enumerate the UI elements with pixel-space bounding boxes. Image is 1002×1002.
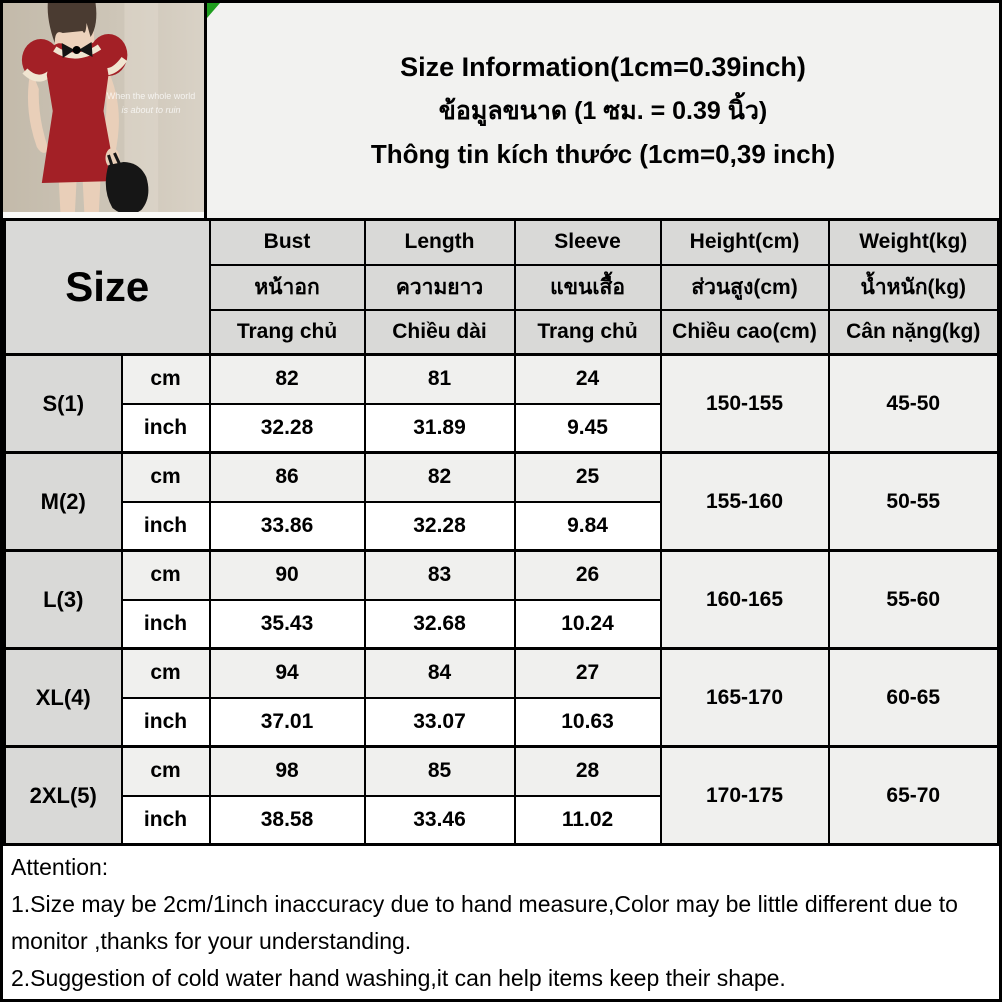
bust-cm-cell: 82 [210,355,365,404]
title-thai: ข้อมูลขนาด (1 ซม. = 0.39 นิ้ว) [438,96,768,125]
header-height-th: ส่วนสูง(cm) [661,265,829,310]
weight-range-cell: 60-65 [829,649,999,747]
bust-inch-cell: 32.28 [210,404,365,453]
sleeve-inch-cell: 9.45 [515,404,661,453]
green-corner-icon [207,3,220,18]
length-inch-cell: 31.89 [365,404,515,453]
weight-range-cell: 45-50 [829,355,999,453]
weight-range-cell: 65-70 [829,747,999,845]
size-label-s: S(1) [5,355,122,453]
size-label-m: M(2) [5,453,122,551]
table-header [5,220,999,355]
height-range-cell: 170-175 [661,747,829,845]
header-length-vi: Chiều dài [365,310,515,355]
title-english: Size Information(1cm=0.39inch) [400,51,806,82]
unit-cell-cm: cm [122,649,210,698]
product-photo [3,3,207,218]
unit-cell-cm: cm [122,747,210,796]
unit-cell-inch: inch [122,502,210,551]
sleeve-cm-cell: 26 [515,551,661,600]
title-vietnamese: Thông tin kích thước (1cm=0,39 inch) [370,138,836,169]
attention-title: Attention: [11,854,109,880]
unit-cell-cm: cm [122,551,210,600]
table-row [5,453,999,502]
bust-cm-cell: 90 [210,551,365,600]
weight-range-cell: 50-55 [829,453,999,551]
header-length-en: Length [365,220,515,265]
size-label-xl: XL(4) [5,649,122,747]
title-panel [207,3,999,218]
unit-cell-inch: inch [122,796,210,845]
attention-note-2: 2.Suggestion of cold water hand washing,it can help items keep their shape. [11,965,786,991]
size-header-cell: Size [5,220,210,355]
length-cm-cell: 81 [365,355,515,404]
length-inch-cell: 33.07 [365,698,515,747]
header-height-vi: Chiều cao(cm) [661,310,829,355]
bust-cm-cell: 94 [210,649,365,698]
length-inch-cell: 33.46 [365,796,515,845]
header-bust-vi: Trang chủ [210,310,365,355]
bust-inch-cell: 35.43 [210,600,365,649]
length-inch-cell: 32.28 [365,502,515,551]
sleeve-cm-cell: 27 [515,649,661,698]
header-sleeve-th: แขนเสื้อ [515,265,661,310]
length-cm-cell: 83 [365,551,515,600]
height-range-cell: 150-155 [661,355,829,453]
unit-cell-inch: inch [122,600,210,649]
bust-inch-cell: 37.01 [210,698,365,747]
header-sleeve-vi: Trang chủ [515,310,661,355]
table-row [5,551,999,600]
sleeve-inch-cell: 9.84 [515,502,661,551]
unit-cell-inch: inch [122,698,210,747]
sleeve-cm-cell: 24 [515,355,661,404]
sleeve-inch-cell: 10.24 [515,600,661,649]
bust-cm-cell: 86 [210,453,365,502]
height-range-cell: 165-170 [661,649,829,747]
sleeve-cm-cell: 28 [515,747,661,796]
header-bust-th: หน้าอก [210,265,365,310]
unit-cell-cm: cm [122,355,210,404]
length-inch-cell: 32.68 [365,600,515,649]
size-label-l: L(3) [5,551,122,649]
length-cm-cell: 84 [365,649,515,698]
header-height-en: Height(cm) [661,220,829,265]
photo-bottom-strip [3,212,204,218]
unit-cell-cm: cm [122,453,210,502]
attention-section [3,846,999,999]
attention-note-1: 1.Size may be 2cm/1inch inaccuracy due to hand measure,Color may be little different due to monitor ,thanks for your understanding. [11,891,958,954]
header-weight-en: Weight(kg) [829,220,999,265]
bust-inch-cell: 33.86 [210,502,365,551]
bow-knot [73,46,81,54]
watermark-line1: When the whole world [106,91,196,101]
table-row [5,355,999,404]
table-row [5,747,999,796]
header-bust-en: Bust [210,220,365,265]
header-sleeve-en: Sleeve [515,220,661,265]
unit-cell-inch: inch [122,404,210,453]
length-cm-cell: 82 [365,453,515,502]
header-weight-th: น้ำหนัก(kg) [829,265,999,310]
bust-cm-cell: 98 [210,747,365,796]
bust-inch-cell: 38.58 [210,796,365,845]
header-weight-vi: Cân nặng(kg) [829,310,999,355]
weight-range-cell: 55-60 [829,551,999,649]
header-length-th: ความยาว [365,265,515,310]
sleeve-inch-cell: 10.63 [515,698,661,747]
watermark-line2: is about to ruin [121,105,181,115]
height-range-cell: 155-160 [661,453,829,551]
top-section [3,3,999,218]
model-dress-illustration [3,3,204,218]
height-range-cell: 160-165 [661,551,829,649]
table-row [5,649,999,698]
size-label-2xl: 2XL(5) [5,747,122,845]
sleeve-cm-cell: 25 [515,453,661,502]
sleeve-inch-cell: 11.02 [515,796,661,845]
length-cm-cell: 85 [365,747,515,796]
size-table [3,218,1000,846]
